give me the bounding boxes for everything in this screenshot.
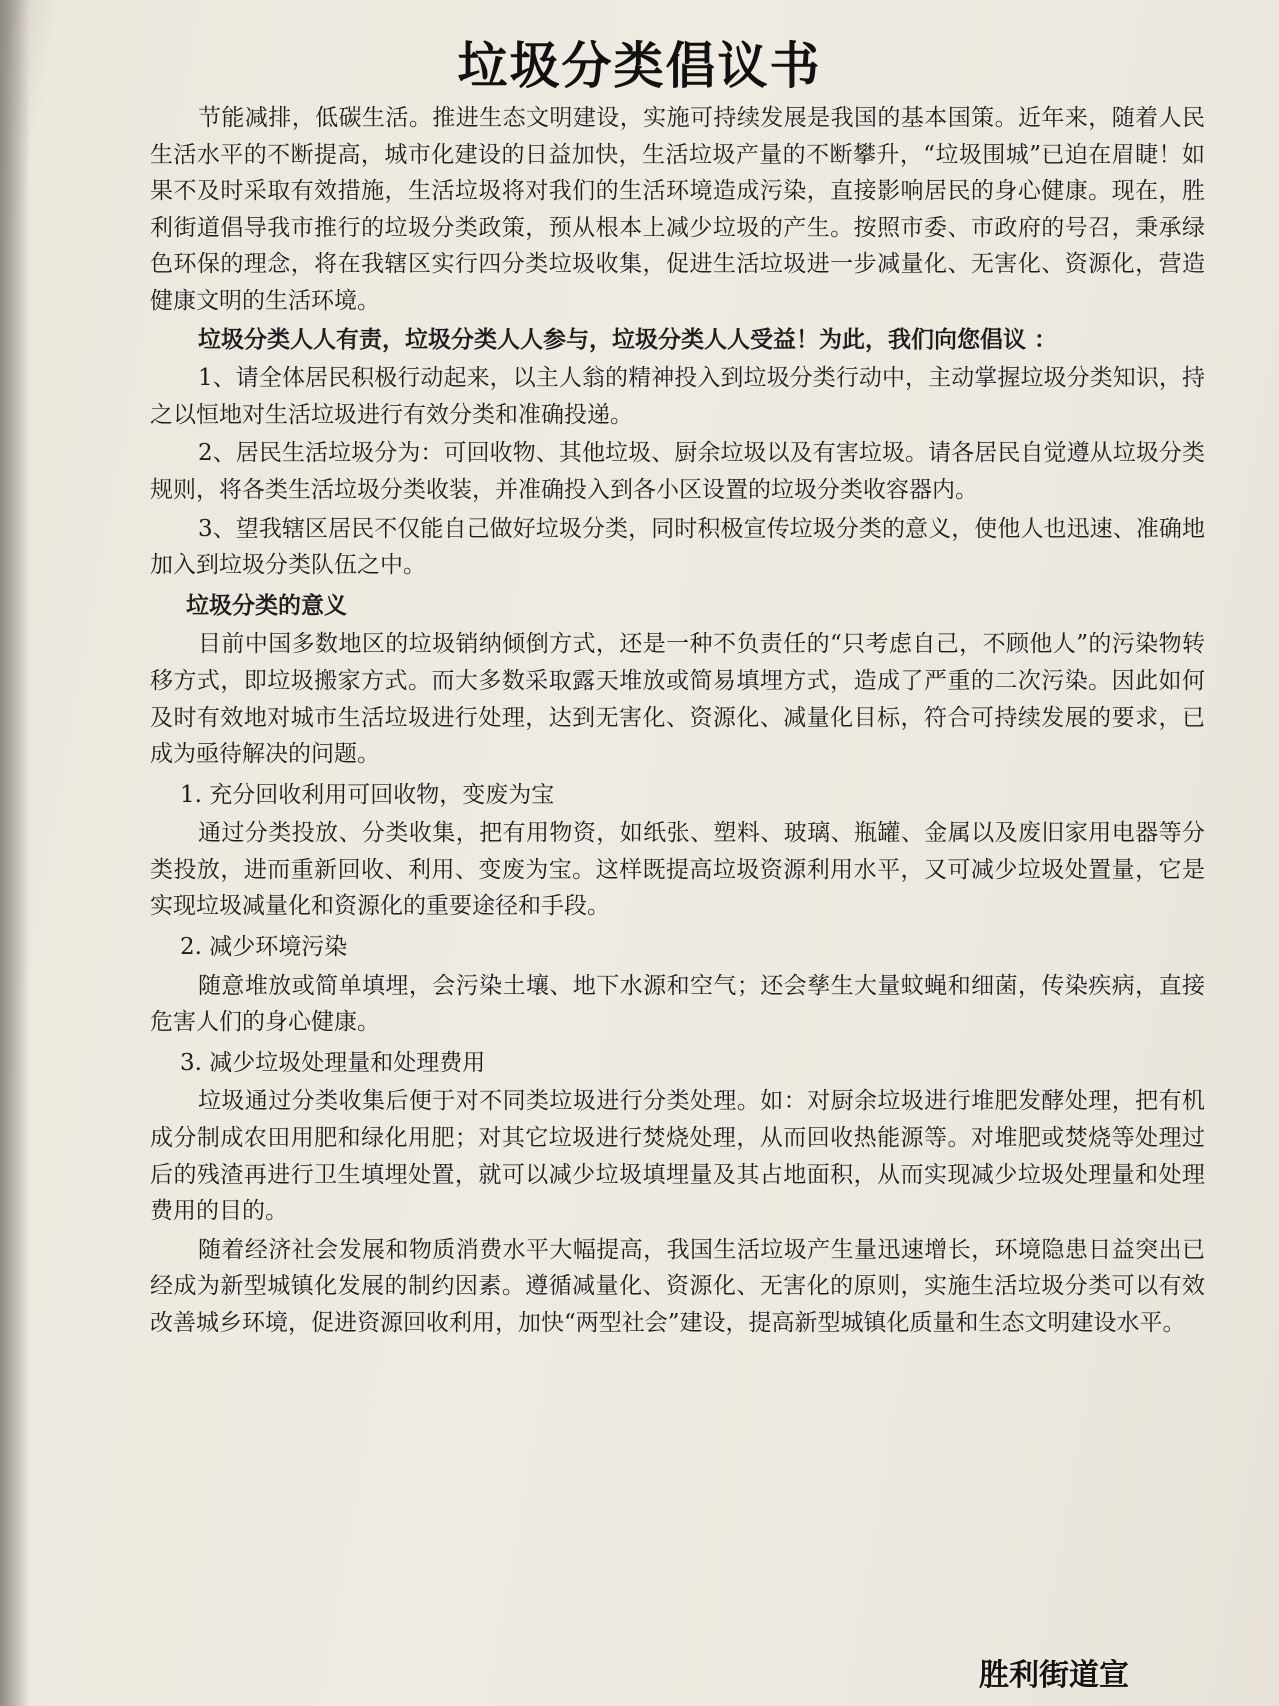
proposal-item: 2、居民生活垃圾分为：可回收物、其他垃圾、厨余垃圾以及有害垃圾。请各居民自觉遵从垃圾分类规则，将各类生活垃圾分类收装，并准确投入到各小区设置的垃圾分类收容器内。 — [150, 440, 1205, 503]
page-edge-shadow — [0, 0, 30, 1706]
point-text: 随意堆放或简单填埋，会污染土壤、地下水源和空气；还会孳生大量蚊蝇和细菌，传染疾病，直接危害人们的身心健康。 — [150, 972, 1205, 1036]
point-heading: 3. 减少垃圾处理量和处理费用 — [180, 1049, 486, 1076]
call-to-action: 垃圾分类人人有责，垃圾分类人人参与，垃圾分类人人受益！为此，我们向您倡议 ： — [198, 326, 1058, 353]
proposal-item: 1、请全体居民积极行动起来，以主人翁的精神投入到垃圾分类行动中，主动掌握垃圾分类知识，持之以恒地对生活垃圾进行有效分类和准确投递。 — [150, 365, 1205, 428]
significance-heading: 垃圾分类的意义 — [186, 592, 347, 619]
proposal-item: 3、望我辖区居民不仅能自己做好垃圾分类，同时积极宣传垃圾分类的意义，使他人也迅速、准确地加入到垃圾分类队伍之中。 — [150, 515, 1205, 579]
point-text: 通过分类投放、分类收集，把有用物资，如纸张、塑料、玻璃、瓶罐、金属以及废旧家用电器等分类投放，进而重新回收、利用、变废为宝。这样既提高垃圾资源利用水平，又可减少垃圾处置量，它是实现垃圾减量化和资源化的重要途径和手段。 — [150, 820, 1205, 920]
intro-paragraph: 节能减排，低碳生活。推进生态文明建设，实施可持续发展是我国的基本国策。近年来，随着人民生活水平的不断提高，城市化建设的日益加快，生活垃圾产量的不断攀升，“垃圾围城”已迫在眉睫！如果不及时采取有效措施，生活垃圾将对我们的生活环境造成污染，直接影响居民的身心健康。现在，胜利街道倡导我市推行的垃圾分类政策，预从根本上减少垃圾的产生。按照市委、市政府的号召，秉承绿色环保的理念，将在我辖区实行四分类垃圾收集，促进生活垃圾进一步减量化、无害化、资源化，营造健康文明的生活环境。 — [150, 105, 1205, 314]
point-text: 垃圾通过分类收集后便于对不同类垃圾进行分类处理。如：对厨余垃圾进行堆肥发酵处理，把有机成分制成农田用肥和绿化用肥；对其它垃圾进行焚烧处理，从而回收热能源等。对堆肥或焚烧等处理过后的残渣再进行卫生填埋处置，就可以减少垃圾填埋量及其占地面积，从而实现减少垃圾处理量和处理费用的目的。 — [150, 1088, 1205, 1225]
document-title: 垃圾分类倡议书 — [457, 37, 822, 95]
document-body — [150, 100, 1205, 1344]
point-heading: 2. 减少环境污染 — [180, 934, 348, 961]
point-heading: 1. 充分回收利用可回收物，变废为宝 — [180, 781, 555, 808]
conclusion-paragraph: 随着经济社会发展和物质消费水平大幅提高，我国生活垃圾产生量迅速增长，环境隐患日益突出已经成为新型城镇化发展的制约因素。遵循减量化、资源化、无害化的原则，实施生活垃圾分类可以有效改善城乡环境，促进资源回收利用，加快“两型社会”建设，提高新型城镇化质量和生态文明建设水平。 — [150, 1236, 1205, 1336]
significance-intro: 目前中国多数地区的垃圾销纳倾倒方式，还是一种不负责任的“只考虑自己，不顾他人”的污染物转移方式，即垃圾搬家方式。而大多数采取露天堆放或简易填埋方式，造成了严重的二次污染。因此如何及时有效地对城市生活垃圾进行处理，达到无害化、资源化、减量化目标，符合可持续发展的要求，已成为亟待解决的问题。 — [150, 631, 1205, 768]
signature: 胜利街道宣 — [979, 1658, 1129, 1693]
